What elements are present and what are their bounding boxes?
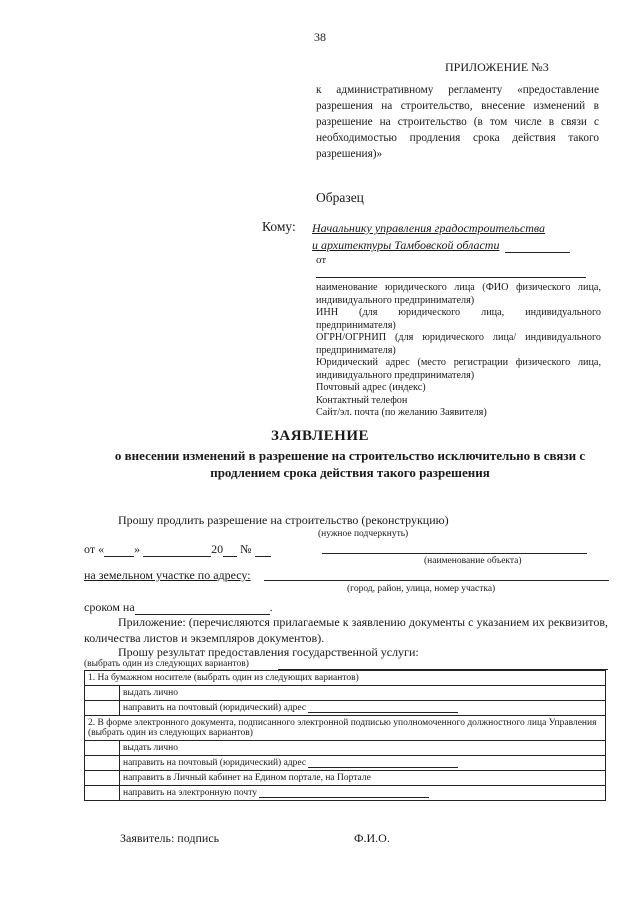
option-checkbox[interactable] bbox=[85, 701, 120, 716]
applicant-field: наименование юридического лица (ФИО физического лица, индивидуального предпринимателя) bbox=[316, 282, 601, 306]
result-note: (выбрать один из следующих вариантов) bbox=[84, 659, 249, 669]
object-name-note: (наименование объекта) bbox=[424, 556, 522, 566]
regulation-reference: к административному регламенту «предоставление разрешения на строительство, внесение изменений в разрешение на строительство (в том числе в связи с необходимостью продления срока действия такого разрешения)» bbox=[316, 84, 599, 160]
to-label: Кому: bbox=[262, 219, 296, 234]
applicant-field: ОГРН/ОГРНИП (для юридического лица/ индивидуального предпринимателя) bbox=[316, 332, 601, 356]
table-row bbox=[85, 741, 606, 756]
option-label-with-field bbox=[120, 786, 606, 801]
table-row bbox=[85, 716, 606, 741]
fio-label: Ф.И.О. bbox=[354, 831, 390, 845]
addressee-underline bbox=[505, 252, 570, 253]
from-label: от bbox=[316, 254, 327, 266]
option-checkbox[interactable] bbox=[85, 756, 120, 771]
addressee-line-2: и архитектуры Тамбовской области bbox=[312, 238, 500, 252]
option-label: выдать лично bbox=[120, 686, 606, 701]
appendix-title: ПРИЛОЖЕНИЕ №3 bbox=[445, 60, 549, 74]
table-row bbox=[85, 701, 606, 716]
option-label: направить в Личный кабинет на Едином портале, на Портале bbox=[120, 771, 606, 786]
number-field[interactable] bbox=[255, 556, 271, 557]
land-plot-label: на земельном участке по адресу: bbox=[84, 568, 251, 582]
term-line bbox=[84, 600, 273, 615]
option-label: направить на почтовый (юридический) адрес bbox=[123, 703, 307, 713]
applicant-field: Сайт/эл. почта (по желанию Заявителя) bbox=[316, 407, 487, 418]
table-row bbox=[85, 771, 606, 786]
year-field[interactable] bbox=[223, 556, 237, 557]
table-row bbox=[85, 786, 606, 801]
date-quote: » bbox=[134, 542, 141, 556]
address-note: (город, район, улица, номер участка) bbox=[347, 584, 496, 594]
applicant-name-line bbox=[316, 277, 586, 278]
applicant-field: ИНН (для юридического лица, индивидуального предпринимателя) bbox=[316, 307, 601, 331]
table-row bbox=[85, 671, 606, 686]
option-checkbox[interactable] bbox=[85, 771, 120, 786]
applicant-field: Юридический адрес (место регистрации физического лица, индивидуального предпринимателя) bbox=[316, 357, 601, 381]
applicant-field: Почтовый адрес (индекс) bbox=[316, 382, 426, 393]
document-subheading: о внесении изменений в разрешение на строительство исключительно в связи с продлением срока действия такого разрешения bbox=[114, 448, 586, 480]
option-label-with-field bbox=[120, 756, 606, 771]
sample-label: Образец bbox=[316, 190, 364, 205]
option-checkbox[interactable] bbox=[85, 786, 120, 801]
electronic-option-header: 2. В форме электронного документа, подписанного электронной подписью уполномоченного должностного лица Управления (выбрать один из следующих вариантов) bbox=[85, 716, 606, 741]
option-label: выдать лично bbox=[120, 741, 606, 756]
address-field[interactable] bbox=[264, 580, 609, 581]
date-prefix: от « bbox=[84, 542, 105, 556]
term-label: сроком на bbox=[84, 600, 135, 614]
date-number-line bbox=[84, 542, 271, 557]
option-label-with-field bbox=[120, 701, 606, 716]
request-line: Прошу продлить разрешение на строительство (реконструкцию) bbox=[118, 513, 449, 527]
postal-address-field[interactable] bbox=[308, 712, 458, 713]
option-checkbox[interactable] bbox=[85, 686, 120, 701]
month-field[interactable] bbox=[143, 556, 211, 557]
year-prefix: 20 bbox=[211, 542, 224, 556]
object-name-field[interactable] bbox=[322, 553, 587, 554]
postal-address-field[interactable] bbox=[308, 767, 458, 768]
underline-note: (нужное подчеркнуть) bbox=[318, 529, 409, 539]
page-number: 38 bbox=[314, 30, 326, 44]
paper-option-header: 1. На бумажном носителе (выбрать один из следующих вариантов) bbox=[85, 671, 606, 686]
applicant-fields bbox=[316, 282, 601, 420]
applicant-field: Контактный телефон bbox=[316, 394, 408, 406]
number-sign: № bbox=[240, 542, 252, 556]
term-end: . bbox=[269, 600, 273, 614]
option-checkbox[interactable] bbox=[85, 741, 120, 756]
addressee-line-1: Начальнику управления градостроительства bbox=[312, 221, 545, 235]
email-field[interactable] bbox=[259, 797, 429, 798]
result-request: Прошу результат предоставления государственной услуги: bbox=[118, 645, 419, 659]
signature-label: Заявитель: подпись bbox=[120, 831, 220, 845]
table-row bbox=[85, 686, 606, 701]
document-heading: ЗАЯВЛЕНИЕ bbox=[270, 428, 370, 444]
delivery-options-table bbox=[84, 670, 606, 801]
option-label: направить на почтовый (юридический) адрес bbox=[123, 758, 307, 768]
day-field[interactable] bbox=[104, 556, 134, 557]
option-label: направить на электронную почту bbox=[123, 788, 257, 798]
attachment-text: Приложение: (перечисляются прилагаемые к заявлению документы с указанием их реквизитов, количества листов и экземпляров документов). bbox=[84, 615, 608, 645]
table-row bbox=[85, 756, 606, 771]
